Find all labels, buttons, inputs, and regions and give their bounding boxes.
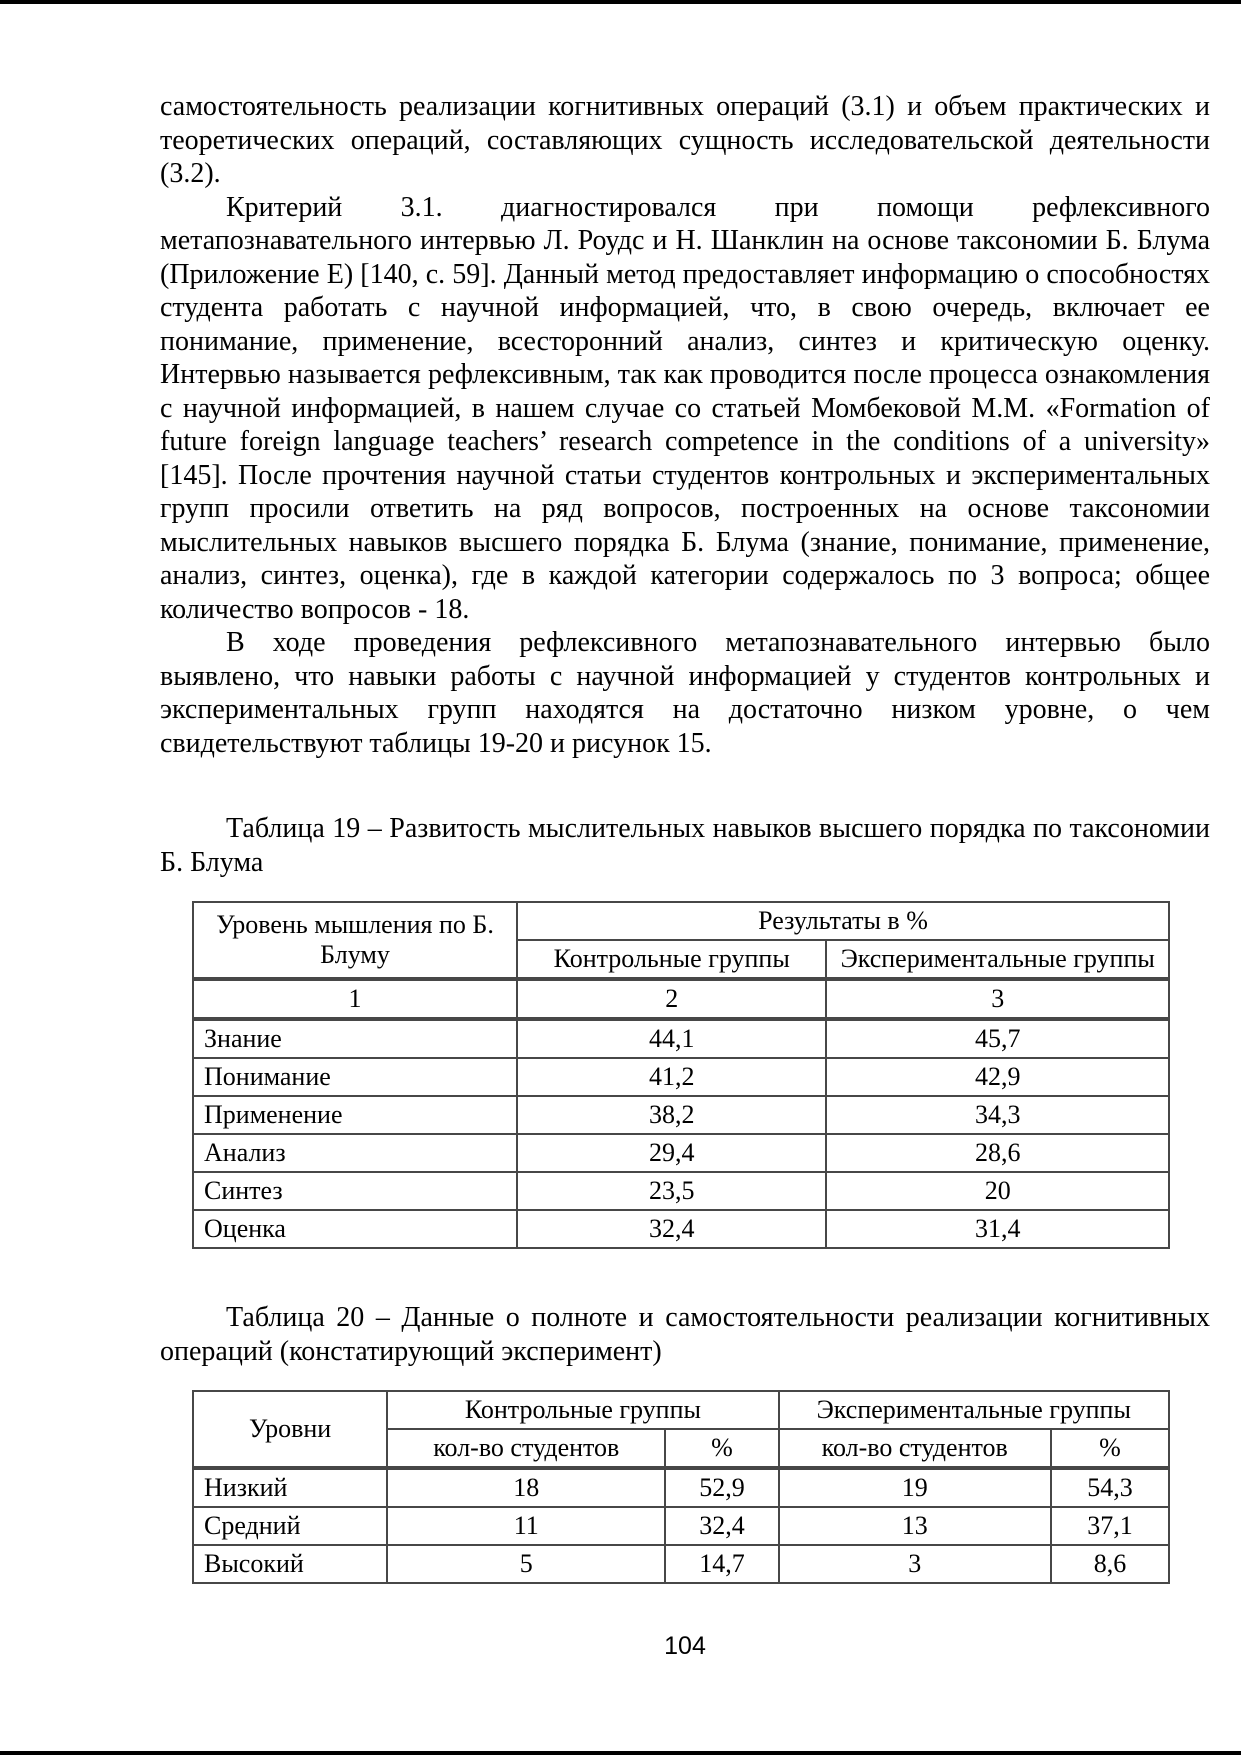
table-19-control-cell: 38,2 <box>517 1096 826 1134</box>
paragraph-3: В ходе проведения рефлексивного метапознавательного интервью было выявлено, что навыки работы с научной информацией у студентов контрольных и экспериментальных групп находятся на достаточно низком уровне, о чем свидетельствуют таблицы 19-20 и рисунок 15. <box>160 627 1210 759</box>
table-row <box>193 1058 1169 1096</box>
table-19-colnum-2: 2 <box>517 979 826 1019</box>
table-row <box>193 1134 1169 1172</box>
table-row <box>193 1210 1169 1248</box>
table-19-control-cell: 41,2 <box>517 1058 826 1096</box>
table-row <box>193 1545 1169 1583</box>
table-20-exp-pct-cell: 37,1 <box>1051 1507 1169 1545</box>
table-row <box>193 1096 1169 1134</box>
table-19-experimental-cell: 20 <box>826 1172 1169 1210</box>
table-19-experimental-cell: 34,3 <box>826 1096 1169 1134</box>
table-19-level-cell: Применение <box>193 1096 517 1134</box>
table-20-header-row-1 <box>193 1391 1169 1429</box>
table-19-control-cell: 44,1 <box>517 1019 826 1058</box>
table-20-exp-pct-cell: 8,6 <box>1051 1545 1169 1583</box>
table-20-control-pct-cell: 52,9 <box>665 1468 778 1507</box>
table-20-control-count-cell: 5 <box>387 1545 665 1583</box>
table-20-subheader-pct-exp: % <box>1051 1429 1169 1468</box>
table-19-header-row-1 <box>193 902 1169 940</box>
table-20-level-cell: Низкий <box>193 1468 387 1507</box>
table-19-experimental-cell: 42,9 <box>826 1058 1169 1096</box>
table-19-colnum-1: 1 <box>193 979 517 1019</box>
table-20-exp-pct-cell: 54,3 <box>1051 1468 1169 1507</box>
table-19-colnum-3: 3 <box>826 979 1169 1019</box>
table-19-control-cell: 32,4 <box>517 1210 826 1248</box>
table-19-level-cell: Анализ <box>193 1134 517 1172</box>
table-20-subheader-pct-control: % <box>665 1429 778 1468</box>
table-19-level-cell: Знание <box>193 1019 517 1058</box>
table-19 <box>192 901 1170 1249</box>
table-19-experimental-cell: 45,7 <box>826 1019 1169 1058</box>
page-number: 104 <box>664 1632 706 1660</box>
text-block <box>160 90 1210 1584</box>
table-20-subheader-count-exp: кол-во студентов <box>779 1429 1051 1468</box>
table-20-exp-count-cell: 3 <box>779 1545 1051 1583</box>
table-19-header-experimental: Экспериментальные группы <box>826 940 1169 979</box>
table-20-control-pct-cell: 14,7 <box>665 1545 778 1583</box>
table-20 <box>192 1390 1170 1584</box>
table-row <box>193 1019 1169 1058</box>
table-19-level-cell: Синтез <box>193 1172 517 1210</box>
table-20-control-count-cell: 18 <box>387 1468 665 1507</box>
table-row <box>193 1468 1169 1507</box>
table-20-caption: Таблица 20 – Данные о полноте и самостоятельности реализации когнитивных операций (констатирующий эксперимент) <box>160 1302 1210 1367</box>
table-19-header-control: Контрольные группы <box>517 940 826 979</box>
table-20-subheader-count-control: кол-во студентов <box>387 1429 665 1468</box>
table-19-header-results: Результаты в % <box>517 902 1169 940</box>
table-20-level-cell: Средний <box>193 1507 387 1545</box>
table-19-experimental-cell: 28,6 <box>826 1134 1169 1172</box>
table-19-control-cell: 23,5 <box>517 1172 826 1210</box>
table-20-control-count-cell: 11 <box>387 1507 665 1545</box>
table-19-numbering-row <box>193 979 1169 1019</box>
table-19-control-cell: 29,4 <box>517 1134 826 1172</box>
table-20-header-experimental: Экспериментальные группы <box>779 1391 1169 1429</box>
table-row <box>193 1507 1169 1545</box>
table-20-header-control: Контрольные группы <box>387 1391 778 1429</box>
table-19-level-cell: Оценка <box>193 1210 517 1248</box>
table-20-exp-count-cell: 19 <box>779 1468 1051 1507</box>
table-20-control-pct-cell: 32,4 <box>665 1507 778 1545</box>
paragraph-2: Критерий 3.1. диагностировался при помощи рефлексивного метапознавательного интервью Л. Роудс и Н. Шанклин на основе таксономии Б. Блума (Приложение Е) [140, с. 59]. Данный метод предоставляет информацию о способностях студента работать с научной информацией, что, в свою очередь, включает ее понимание, применение, всесторонний анализ, синтез и критическую оценку. Интервью называется рефлексивным, так как проводится после процесса ознакомления с научной информацией, в нашем случае со статьей Момбековой М.М. «Formation of future foreign language teachers’ research competence in the conditions of a university» [145]. После прочтения научной статьи студентов контрольных и экспериментальных групп просили ответить на ряд вопросов, построенных на основе таксономии мыслительных навыков высшего порядка Б. Блума (знание, понимание, применение, анализ, синтез, оценка), где в каждой категории содержалось по 3 вопроса; общее количество вопросов - 18. <box>160 191 1210 625</box>
paragraph-1: самостоятельность реализации когнитивных операций (3.1) и объем практических и теоретических операций, составляющих сущность исследовательской деятельности (3.2). <box>160 91 1210 189</box>
table-20-level-cell: Высокий <box>193 1545 387 1583</box>
table-20-header-levels: Уровни <box>193 1391 387 1468</box>
table-19-caption: Таблица 19 – Развитость мыслительных навыков высшего порядка по таксономии Б. Блума <box>160 813 1210 878</box>
table-row <box>193 1172 1169 1210</box>
table-19-experimental-cell: 31,4 <box>826 1210 1169 1248</box>
table-19-level-cell: Понимание <box>193 1058 517 1096</box>
table-19-header-level: Уровень мышления по Б. Блуму <box>193 902 517 979</box>
table-20-exp-count-cell: 13 <box>779 1507 1051 1545</box>
